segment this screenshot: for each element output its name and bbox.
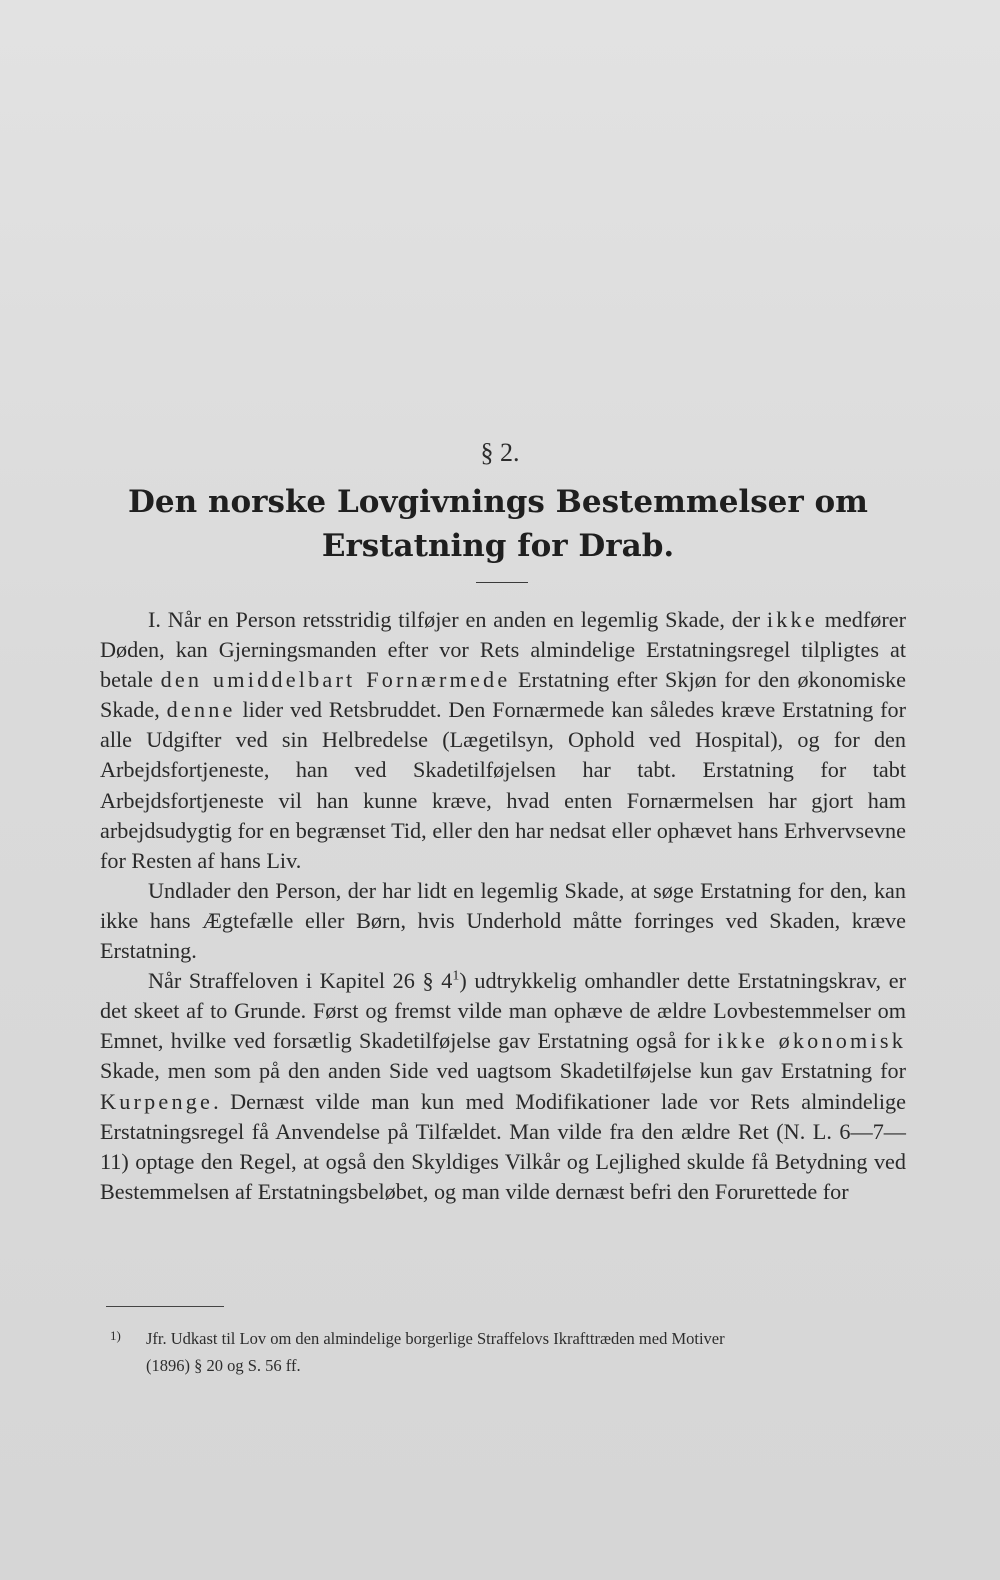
section-mark: § 2. xyxy=(480,438,520,467)
paragraph-1 xyxy=(100,605,906,876)
paragraph-3-text-d: Skade, men som på den anden Side ved uagtsom Skadetilføjelse kun gav Erstatning for xyxy=(100,1058,906,1084)
paragraph-1-text-c: medfører Døden, kan Gjerningsmanden efter vor Rets almindelige Erstatningsregel tilpligtes at betale xyxy=(100,607,907,693)
footnote-number: 1) xyxy=(110,1328,121,1343)
spaced-emphasis-ikke: ikke xyxy=(766,607,818,632)
footnote-line-1: Jfr. Udkast til Lov om den almindelige borgerlige Straffelovs Ikrafttræden med Motiver xyxy=(146,1329,725,1348)
paragraph-2: Undlader den Person, der har lidt en legemlig Skade, at søge Erstatning for den, kan ikke hans Ægtefælle eller Børn, hvis Underhold måtte forringes ved Skaden, kræve Erstatning. xyxy=(100,877,906,964)
footnote-line-2: (1896) § 20 og S. 56 ff. xyxy=(146,1356,301,1375)
paragraph-1-text-g: lider ved Retsbruddet. Den Fornærmede kan således kræve Erstatning for alle Udgifter ved sin Helbredelse (Lægetilsyn, Ophold ved Hospital), og for den Arbejdsfortjeneste, han ved Skadetilføjelsen har tabt. Erstatning for tabt Arbejdsfortjeneste vil han kunne kræve, hvad enten Fornærmelsen har gjort ham arbejdsudygtig for en begrænset Tid, eller den har nedsat eller ophævet hans Erhvervsevne for Resten af hans Liv. xyxy=(100,697,906,873)
spaced-emphasis-fornaermede: den umiddelbart Fornærmede xyxy=(160,667,511,693)
paragraph-3 xyxy=(100,966,906,1207)
footnote-divider xyxy=(106,1306,224,1307)
footnote xyxy=(110,1322,910,1379)
paragraph-3-text-a: Når Straffeloven i Kapitel 26 § 4 xyxy=(148,968,453,994)
chapter-title: Den norske Lovgivnings Bestemmelser om Erstatning for Drab. xyxy=(128,484,868,564)
spaced-emphasis-denne: denne xyxy=(166,697,236,723)
spaced-emphasis-ikke-okonomisk: ikke økonomisk xyxy=(717,1028,907,1054)
body-text xyxy=(100,605,906,1207)
paragraph-3-text-b: ) udtrykkelig omhandler dette Erstatningskrav, er det skeet af to Grunde. Først og fremst vilde man ophæve de ældre Lovbestemmelser om Emnet, hvilke ved forsætlig Skadetilføjelse gav Erstatning også for xyxy=(100,968,906,1054)
title-divider xyxy=(476,582,528,583)
paragraph-1-text-e: Erstatning efter Skjøn for den økonomiske Skade, xyxy=(100,667,907,723)
paragraph-1-text-a: I. Når en Person retsstridig tilføjer en anden en legemlig Skade, der xyxy=(148,607,767,632)
spaced-emphasis-kurpenge: Kurpenge xyxy=(100,1088,214,1114)
footnote-reference: 1 xyxy=(452,968,460,984)
paragraph-3-text-f: . Dernæst vilde man kun med Modifikationer lade vor Rets almindelige Erstatningsregel få Anvendelse på Tilfældet. Man vilde fra den ældre Ret (N. L. 6—7—11) optage den Regel, at også den Skyldiges Vilkår og Lejlighed skulde få Betydning ved Bestemmelsen af Erstatningsbeløbet, og man vilde dernæst befri den Forurettede for xyxy=(100,1088,906,1204)
